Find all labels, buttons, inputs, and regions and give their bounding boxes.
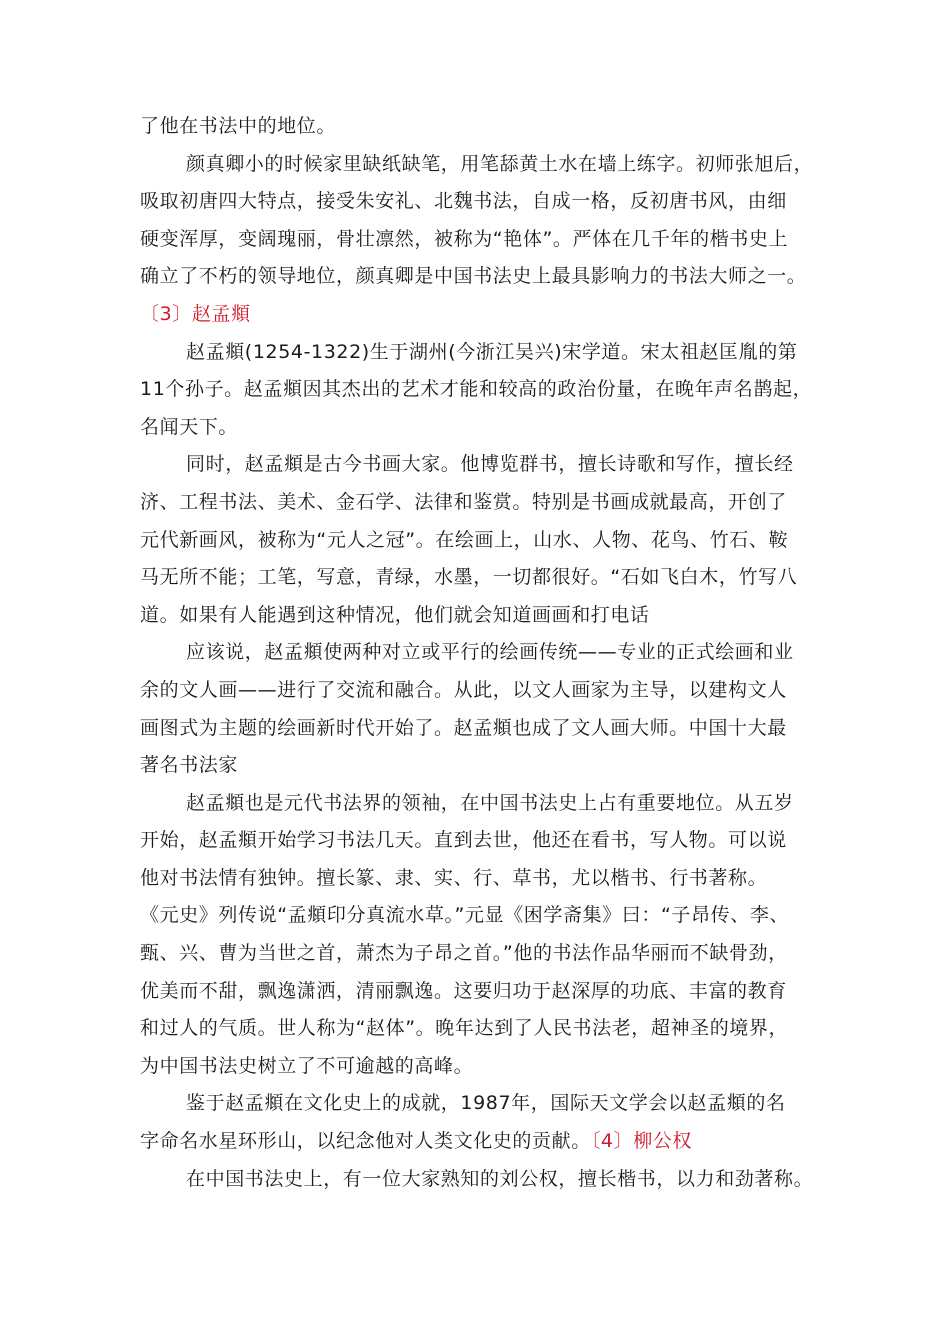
text-line: 余的文人画——进行了交流和融合。从此，以文人画家为主导，以建构文人 — [140, 678, 787, 701]
text-line: 颜真卿小的时候家里缺纸缺笔，用笔舔黄土水在墙上练字。初师张旭后， — [186, 152, 814, 175]
text-line: 马无所不能；工笔，写意，青绿，水墨，一切都很好。“石如飞白木，竹写八 — [140, 566, 798, 589]
text-line: 著名书法家 — [140, 754, 239, 777]
section-heading-zhao-mengfu: 〔3〕赵孟頫 — [140, 302, 251, 325]
text-line: 确立了不朽的领导地位，颜真卿是中国书法史上最具影响力的书法大师之一。 — [140, 265, 807, 288]
text-segment: 字命名水星环形山，以纪念他对人类文化史的贡献。 — [140, 1130, 591, 1153]
text-line: 在中国书法史上，有一位大家熟知的刘公权，擅长楷书，以力和劲著称。 — [186, 1167, 814, 1190]
text-line: 赵孟頫也是元代书法界的领袖，在中国书法史上占有重要地位。从五岁 — [186, 791, 794, 814]
section-heading-liu-gongquan: 〔4〕柳公权 — [590, 1130, 693, 1153]
text-line: 和过人的气质。世人称为“赵体”。晚年达到了人民书法老，超神圣的境界， — [140, 1017, 789, 1040]
text-line: 应该说，赵孟頫使两种对立或平行的绘画传统——专业的正式绘画和业 — [186, 641, 794, 664]
text-line: 了他在书法中的地位。 — [140, 115, 337, 137]
text-line: 同时，赵孟頫是古今书画大家。他博览群书，擅长诗歌和写作，擅长经 — [186, 453, 794, 476]
text-line: 元代新画风，被称为“元人之冠”。在绘画上，山水、人物、花鸟、竹石、鞍 — [140, 528, 789, 551]
text-line: 吸取初唐四大特点，接受朱安礼、北魏书法，自成一格，反初唐书风，由细 — [140, 190, 787, 213]
text-line: 画图式为主题的绘画新时代开始了。赵孟頫也成了文人画大师。中国十大最 — [140, 716, 787, 739]
text-line: 开始，赵孟頫开始学习书法几天。直到去世，他还在看书，写人物。可以说 — [140, 829, 787, 852]
text-line: 道。如果有人能遇到这种情况，他们就会知道画画和打电话 — [140, 603, 650, 626]
document-page — [140, 108, 840, 1198]
text-line: 赵孟頫(1254-1322)生于湖州(今浙江吴兴)宋学道。宋太祖赵匡胤的第 — [186, 340, 798, 363]
text-line: 优美而不甜，飘逸潇洒，清丽飘逸。这要归功于赵深厚的功底、丰富的教育 — [140, 979, 787, 1002]
text-line: 济、工程书法、美术、金石学、法律和鉴赏。特别是书画成就最高，开创了 — [140, 490, 787, 513]
text-line: 《元史》列传说“孟頫印分真流水草。”元显《困学斋集》曰：“子昂传、李、 — [140, 904, 790, 927]
text-line: 甄、兴、曹为当世之首，萧杰为子昂之首。”他的书法作品华丽而不缺骨劲， — [140, 942, 788, 965]
text-line: 名闻天下。 — [140, 415, 239, 438]
text-line: 为中国书法史树立了不可逾越的高峰。 — [140, 1054, 474, 1077]
text-line — [140, 1123, 840, 1161]
text-line: 11个孙子。赵孟頫因其杰出的艺术才能和较高的政治份量，在晚年声名鹊起， — [140, 378, 813, 401]
text-line: 硬变浑厚，变阔瑰丽，骨壮凛然，被称为“艳体”。严体在几千年的楷书史上 — [140, 227, 789, 250]
text-line: 他对书法情有独钟。擅长篆、隶、实、行、草书，尤以楷书、行书著称。 — [140, 866, 768, 889]
text-line: 鉴于赵孟頫在文化史上的成就，1987年，国际天文学会以赵孟頫的名 — [186, 1092, 786, 1115]
